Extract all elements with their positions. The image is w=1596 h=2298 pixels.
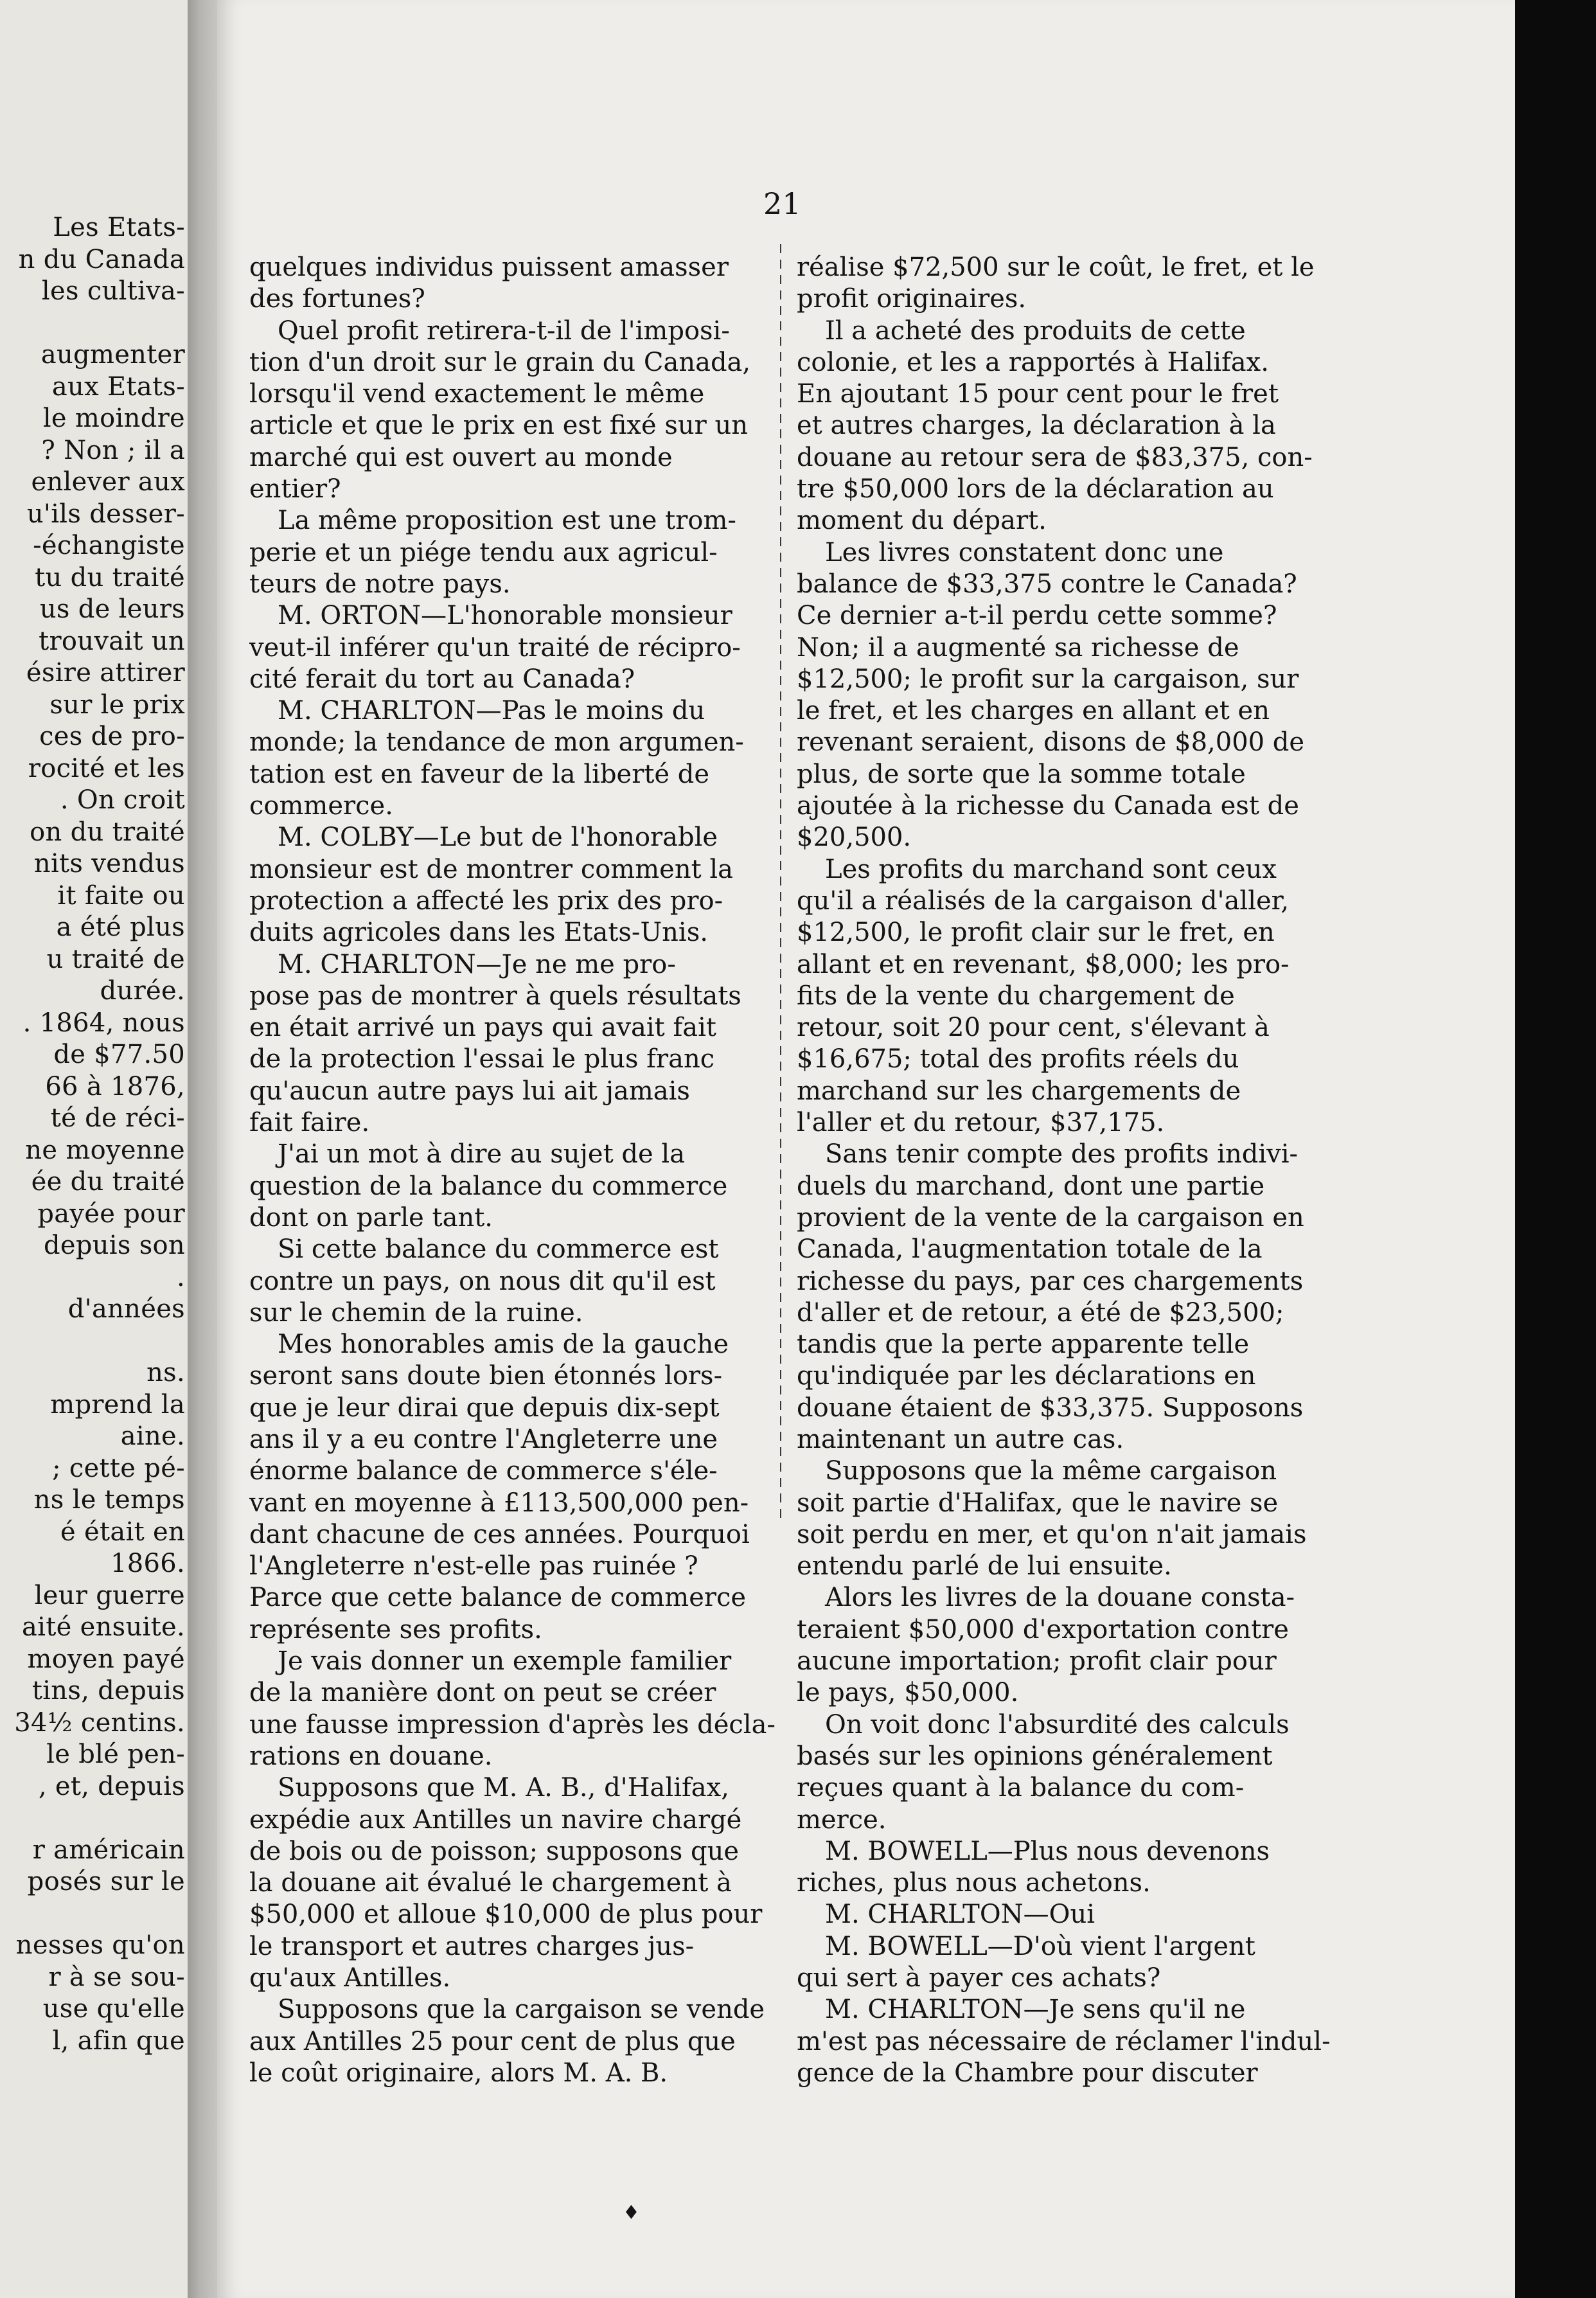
- facing-page-line: de $77.50: [53, 1040, 185, 1069]
- facing-page-line: [14, 1803, 185, 1835]
- text-column-right: [797, 252, 1375, 2089]
- left-column-line: des fortunes?: [249, 284, 425, 314]
- right-column-line: qui sert à payer ces achats?: [797, 1963, 1161, 1993]
- left-column-line: J'ai un mot à dire au sujet de la: [278, 1139, 686, 1170]
- left-column-line: tion d'un droit sur le grain du Canada,: [249, 347, 751, 377]
- right-column-line: M. BOWELL—Plus nous devenons: [825, 1836, 1270, 1866]
- facing-page-line: -échangiste: [33, 531, 185, 560]
- right-column-line: teraient $50,000 d'exportation contre: [797, 1614, 1289, 1644]
- right-column-line: d'aller et de retour, a été de $23,500;: [797, 1297, 1284, 1328]
- left-column-line: M. ORTON—L'honorable monsieur: [278, 601, 732, 631]
- right-column-line: retour, soit 20 pour cent, s'élevant à: [797, 1013, 1270, 1043]
- right-column-line: balance de $33,375 contre le Canada?: [797, 569, 1297, 599]
- facing-page-line: ée du traité: [31, 1167, 185, 1197]
- right-column-line: $16,675; total des profits réels du: [797, 1044, 1239, 1074]
- left-column-line: pose pas de montrer à quels résultats: [249, 981, 741, 1011]
- left-column-line: commerce.: [249, 791, 393, 821]
- left-column-line: le transport et autres charges jus-: [249, 1931, 695, 1961]
- right-column-line: Supposons que la même cargaison: [825, 1456, 1277, 1486]
- right-column-line: revenant seraient, disons de $8,000 de: [797, 727, 1305, 758]
- left-column-line: l'Angleterre n'est-elle pas ruinée ?: [249, 1551, 698, 1581]
- right-column-line: entendu parlé de lui ensuite.: [797, 1551, 1172, 1581]
- right-column-line: duels du marchand, dont une partie: [797, 1171, 1265, 1201]
- left-column-line: la douane ait évalué le chargement à: [249, 1868, 732, 1898]
- facing-page-line: depuis son: [43, 1231, 185, 1260]
- left-column-line: teurs de notre pays.: [249, 569, 511, 599]
- left-column-line: entier?: [249, 474, 341, 504]
- facing-page-line: 1866.: [110, 1549, 185, 1578]
- right-column-line: reçues quant à la balance du com-: [797, 1773, 1245, 1803]
- left-column-line: dont on parle tant.: [249, 1202, 493, 1233]
- left-column-line: Supposons que la cargaison se vende: [278, 1995, 765, 2025]
- facing-page-line: ces de pro-: [39, 722, 185, 751]
- right-column-line: provient de la vente de la cargaison en: [797, 1202, 1304, 1233]
- right-column-line: Canada, l'augmentation totale de la: [797, 1234, 1263, 1265]
- left-column-line: Supposons que M. A. B., d'Halifax,: [278, 1773, 729, 1803]
- page-number: 21: [763, 186, 801, 221]
- facing-page-line: [14, 1898, 185, 1930]
- facing-page-line: leur guerre: [34, 1580, 185, 1610]
- facing-page-line: it faite ou: [57, 880, 185, 911]
- left-column-line: $50,000 et alloue $10,000 de plus pour: [249, 1900, 763, 1930]
- left-column-line: tation est en faveur de la liberté de: [249, 759, 710, 789]
- facing-page-line: moyen payé: [27, 1644, 185, 1674]
- right-column-line: profit originaires.: [797, 284, 1027, 314]
- right-column-line: qu'indiquée par les déclarations en: [797, 1361, 1256, 1391]
- facing-page-line: enlever aux: [31, 467, 185, 497]
- right-column-line: réalise $72,500 sur le coût, le fret, et le: [797, 253, 1315, 282]
- facing-page-line: aux Etats-: [51, 371, 185, 402]
- left-column-line: rations en douane.: [249, 1741, 493, 1771]
- facing-page-line: l, afin que: [52, 2026, 185, 2056]
- left-column-line: de bois ou de poisson; supposons que: [249, 1836, 740, 1866]
- left-column-line: Je vais donner un exemple familier: [278, 1646, 732, 1677]
- facing-page-line: durée.: [100, 976, 185, 1006]
- left-column-line: représente ses profits.: [249, 1614, 542, 1644]
- facing-page-line: té de réci-: [50, 1103, 185, 1133]
- left-column-line: perie et un piége tendu aux agricul-: [249, 537, 718, 567]
- left-column-line: une fausse impression d'après les décla-: [249, 1709, 776, 1740]
- column-divider: [780, 244, 781, 1523]
- facing-page-line: d'années: [67, 1294, 185, 1324]
- left-column-line: énorme balance de commerce s'éle-: [249, 1456, 718, 1486]
- left-column-line: protection a affecté les prix des pro-: [249, 886, 723, 916]
- left-column-line: le coût originaire, alors M. A. B.: [249, 2058, 668, 2088]
- facing-page-line: use qu'elle: [42, 1994, 185, 2024]
- right-column-line: Ce dernier a-t-il perdu cette somme?: [797, 601, 1277, 631]
- left-column-line: quelques individus puissent amasser: [249, 253, 729, 282]
- facing-page-line: tins, depuis: [31, 1676, 185, 1706]
- facing-page-line: u traité de: [46, 944, 185, 974]
- right-column-line: douane au retour sera de $83,375, con-: [797, 442, 1313, 472]
- facing-page-line: r américain: [32, 1835, 185, 1865]
- left-column-line: cité ferait du tort au Canada?: [249, 664, 635, 694]
- left-column-line: qu'aux Antilles.: [249, 1963, 451, 1993]
- right-column-line: $20,500.: [797, 823, 912, 853]
- facing-page-line: us de leurs: [39, 594, 185, 624]
- facing-page-line: aine.: [120, 1421, 185, 1451]
- left-column-line: lorsqu'il vend exactement le même: [249, 379, 705, 409]
- right-column-line: douane étaient de $33,375. Supposons: [797, 1393, 1304, 1423]
- right-column-line: le fret, et les charges en allant et en: [797, 696, 1270, 726]
- left-column-line: fait faire.: [249, 1108, 370, 1138]
- left-column-line: marché qui est ouvert au monde: [249, 442, 673, 472]
- right-column-line: Non; il a augmenté sa richesse de: [797, 632, 1239, 663]
- left-column-line: La même proposition est une trom-: [278, 506, 736, 536]
- right-column-line: le pays, $50,000.: [797, 1678, 1019, 1708]
- left-column-line: monde; la tendance de mon argumen-: [249, 727, 744, 758]
- left-column-line: duits agricoles dans les Etats-Unis.: [249, 918, 708, 948]
- right-column-line: aucune importation; profit clair pour: [797, 1646, 1277, 1677]
- facing-page-line: ns.: [146, 1358, 185, 1387]
- facing-page-line: rocité et les: [28, 753, 185, 783]
- facing-page-line: tu du traité: [35, 562, 185, 592]
- facing-page-line: , et, depuis: [38, 1771, 185, 1801]
- facing-page-line: é était en: [60, 1517, 185, 1547]
- facing-page-line: ne moyenne: [25, 1135, 185, 1165]
- facing-page-line: . On croit: [60, 785, 185, 815]
- facing-page-line: mprend la: [50, 1389, 185, 1420]
- left-column-line: qu'aucun autre pays lui ait jamais: [249, 1076, 690, 1106]
- book-gutter: [188, 0, 217, 2298]
- left-column-line: Parce que cette balance de commerce: [249, 1583, 747, 1613]
- facing-page-line: ns le temps: [33, 1485, 185, 1515]
- right-column-line: M. CHARLTON—Oui: [825, 1900, 1095, 1930]
- facing-page-line: le moindre: [42, 404, 185, 433]
- facing-page-fragment: [0, 0, 188, 2298]
- left-column-line: de la protection l'essai le plus franc: [249, 1044, 715, 1074]
- facing-page-line: payée pour: [37, 1198, 185, 1229]
- facing-page-line: n du Canada: [18, 244, 185, 274]
- left-column-line: M. COLBY—Le but de l'honorable: [278, 823, 718, 853]
- right-column-line: colonie, et les a rapportés à Halifax.: [797, 347, 1269, 377]
- facing-page-line: sur le prix: [49, 690, 185, 720]
- facing-page-line: r à se sou-: [48, 1962, 185, 1992]
- scan-border: [1515, 0, 1596, 2298]
- left-column-line: en était arrivé un pays qui avait fait: [249, 1013, 716, 1043]
- facing-page-line: aité ensuite.: [22, 1612, 185, 1642]
- right-column-line: richesse du pays, par ces chargements: [797, 1266, 1304, 1296]
- left-column-line: seront sans doute bien étonnés lors-: [249, 1361, 723, 1391]
- right-column-line: Les livres constatent donc une: [825, 537, 1224, 567]
- facing-page-line: . 1864, nous: [22, 1008, 185, 1038]
- right-column-line: maintenant un autre cas.: [797, 1424, 1124, 1454]
- right-column-line: allant et en revenant, $8,000; les pro-: [797, 949, 1290, 979]
- right-column-line: fits de la vente du chargement de: [797, 981, 1235, 1011]
- right-column-line: l'aller et du retour, $37,175.: [797, 1108, 1165, 1138]
- right-column-line: et autres charges, la déclaration à la: [797, 411, 1276, 441]
- left-column-line: Mes honorables amis de la gauche: [278, 1330, 729, 1360]
- right-column-line: plus, de sorte que la somme totale: [797, 759, 1246, 789]
- left-column-line: ans il y a eu contre l'Angleterre une: [249, 1424, 718, 1454]
- facing-page-line: .: [176, 1262, 185, 1292]
- right-column-line: m'est pas nécessaire de réclamer l'indul-: [797, 2026, 1331, 2056]
- right-column-line: soit perdu en mer, et qu'on n'ait jamais: [797, 1519, 1307, 1549]
- right-column-line: $12,500; le profit sur la cargaison, sur: [797, 664, 1299, 694]
- right-column-line: Il a acheté des produits de cette: [825, 316, 1246, 346]
- left-column-line: contre un pays, on nous dit qu'il est: [249, 1266, 716, 1296]
- right-column-line: En ajoutant 15 pour cent pour le fret: [797, 379, 1279, 409]
- facing-page-line: 34½ centins.: [14, 1707, 185, 1738]
- right-column-line: ajoutée à la richesse du Canada est de: [797, 791, 1299, 821]
- facing-page-line: ésire attirer: [26, 658, 185, 688]
- bottom-ornament: ♦: [623, 2202, 640, 2224]
- right-column-line: tandis que la perte apparente telle: [797, 1330, 1250, 1360]
- facing-page-line: nesses qu'on: [15, 1930, 185, 1960]
- right-column-line: gence de la Chambre pour discuter: [797, 2058, 1258, 2088]
- facing-page-line: ? Non ; il a: [41, 435, 185, 465]
- left-column-line: monsieur est de montrer comment la: [249, 854, 734, 884]
- left-column-line: Si cette balance du commerce est: [278, 1234, 719, 1265]
- right-column-line: marchand sur les chargements de: [797, 1076, 1241, 1106]
- left-column-line: veut-il inférer qu'un traité de récipro-: [249, 632, 741, 663]
- left-column-line: vant en moyenne à £113,500,000 pen-: [249, 1488, 749, 1518]
- left-column-line: de la manière dont on peut se créer: [249, 1678, 716, 1708]
- right-column-line: moment du départ.: [797, 506, 1047, 536]
- right-column-line: $12,500, le profit clair sur le fret, en: [797, 918, 1275, 948]
- facing-page-line: a été plus: [56, 913, 185, 942]
- left-column-line: dant chacune de ces années. Pourquoi: [249, 1519, 750, 1549]
- facing-page-line: posés sur le: [27, 1867, 185, 1896]
- right-column-line: qu'il a réalisés de la cargaison d'aller,: [797, 886, 1290, 916]
- facing-page-line: Les Etats-: [53, 213, 185, 242]
- left-column-line: M. CHARLTON—Je ne me pro-: [278, 949, 676, 979]
- right-column-line: M. BOWELL—D'où vient l'argent: [825, 1931, 1255, 1961]
- facing-page-line: ; cette pé-: [52, 1453, 185, 1483]
- right-column-line: riches, plus nous achetons.: [797, 1868, 1151, 1898]
- right-column-line: Alors les livres de la douane consta-: [825, 1583, 1295, 1613]
- left-column-line: article et que le prix en est fixé sur un: [249, 411, 749, 441]
- left-column-line: M. CHARLTON—Pas le moins du: [278, 696, 705, 726]
- right-column-line: M. CHARLTON—Je sens qu'il ne: [825, 1995, 1246, 2025]
- left-column-line: question de la balance du commerce: [249, 1171, 728, 1201]
- left-column-line: aux Antilles 25 pour cent de plus que: [249, 2026, 736, 2056]
- right-column-line: Sans tenir compte des profits indivi-: [825, 1139, 1299, 1170]
- facing-page-line: 66 à 1876,: [45, 1071, 185, 1101]
- left-column-line: Quel profit retirera-t-il de l'imposi-: [278, 316, 730, 346]
- right-column-line: merce.: [797, 1804, 887, 1835]
- left-column-line: sur le chemin de la ruine.: [249, 1297, 583, 1328]
- facing-page-line: le blé pen-: [46, 1740, 185, 1769]
- right-column-line: On voit donc l'absurdité des calculs: [825, 1709, 1290, 1740]
- facing-page-line: trouvait un: [39, 626, 185, 656]
- text-column-left: [249, 252, 802, 2089]
- facing-page-line: nits vendus: [33, 849, 185, 878]
- facing-page-line: [14, 1326, 185, 1358]
- right-column-line: soit partie d'Halifax, que le navire se: [797, 1488, 1279, 1518]
- facing-page-line: augmenter: [40, 340, 185, 370]
- facing-page-line: on du traité: [30, 817, 185, 847]
- left-column-line: que je leur dirai que depuis dix-sept: [249, 1393, 720, 1423]
- right-column-line: Les profits du marchand sont ceux: [825, 854, 1277, 884]
- facing-page-text: [14, 212, 185, 2057]
- facing-page-line: les cultiva-: [41, 276, 185, 306]
- left-column-line: expédie aux Antilles un navire chargé: [249, 1804, 742, 1835]
- right-column-line: tre $50,000 lors de la déclaration au: [797, 474, 1274, 504]
- right-column-line: basés sur les opinions généralement: [797, 1741, 1273, 1771]
- facing-page-line: [14, 308, 185, 340]
- facing-page-line: u'ils desser-: [26, 499, 185, 529]
